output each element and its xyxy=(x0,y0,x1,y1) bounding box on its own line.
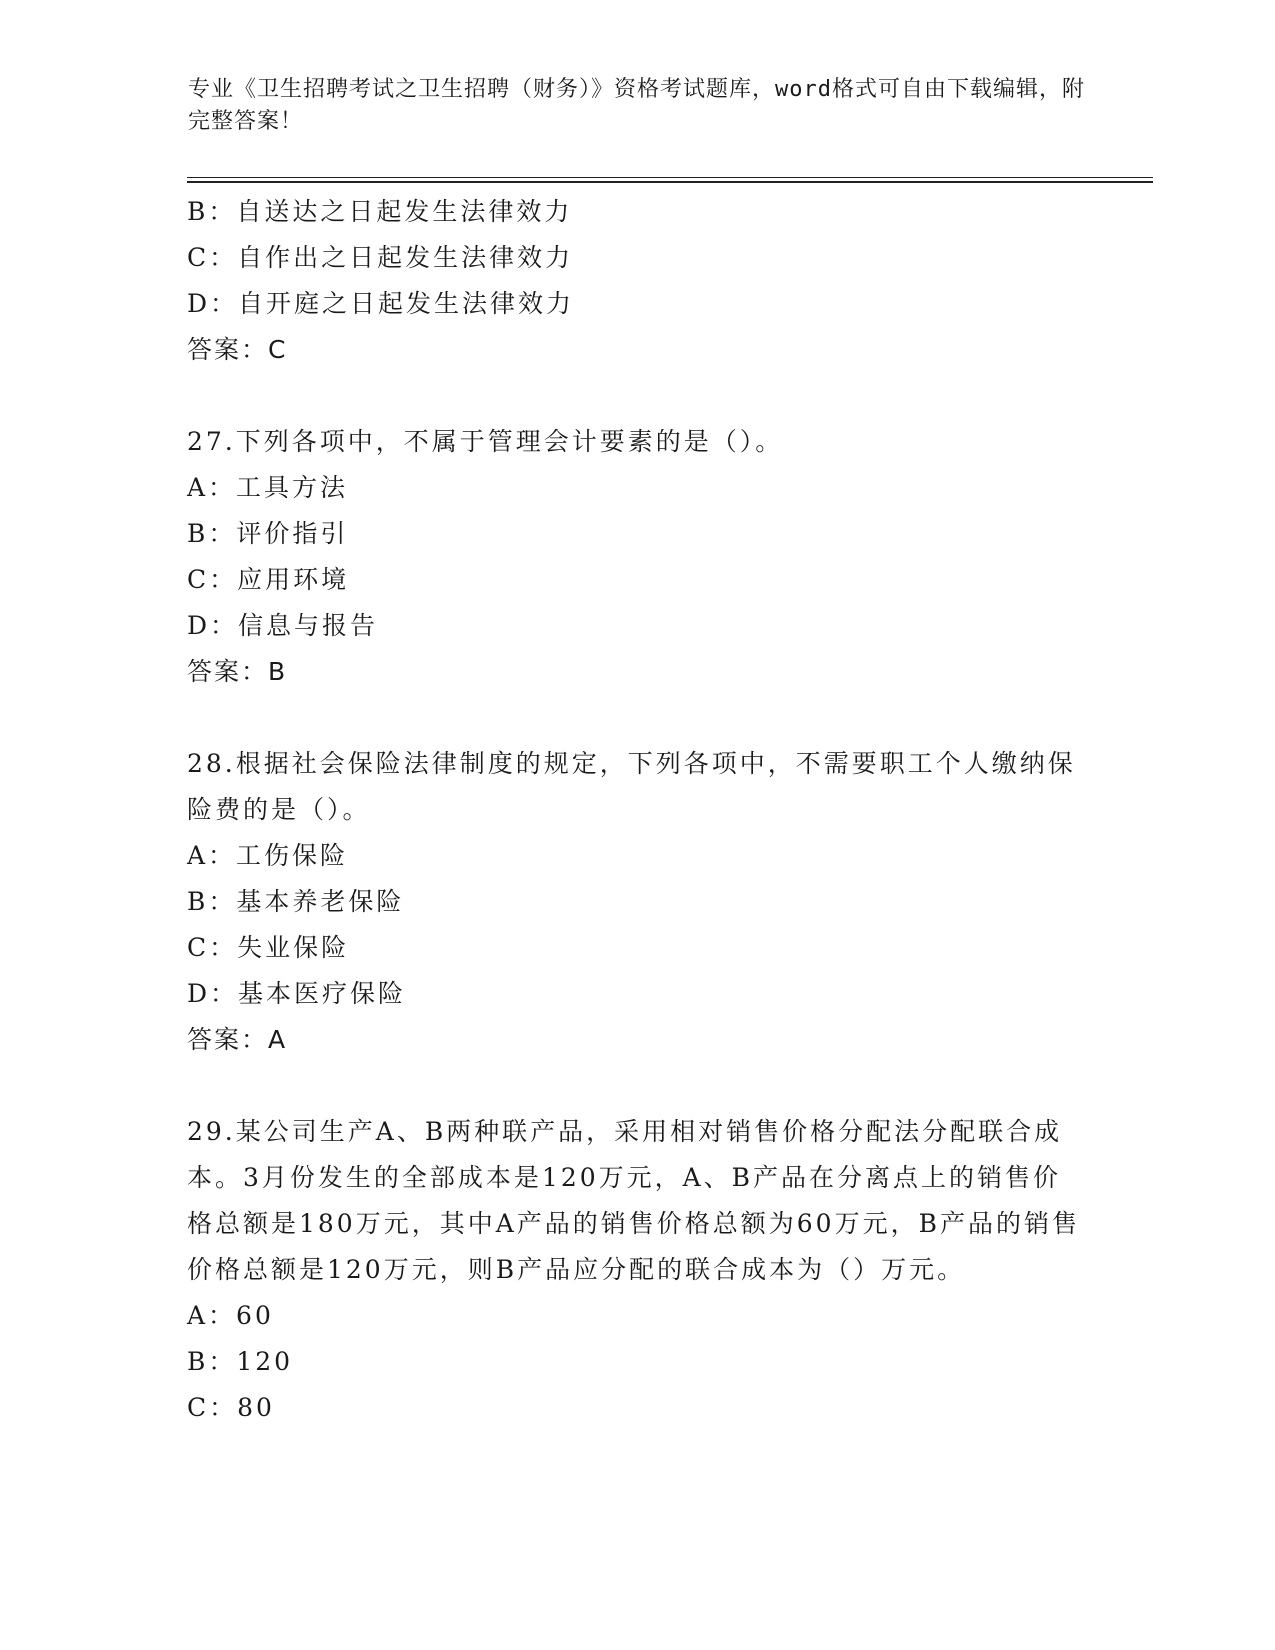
option-d: D：基本医疗保险 xyxy=(187,979,407,1008)
option-a: A：工具方法 xyxy=(187,473,349,502)
option-c: C：应用环境 xyxy=(187,565,350,594)
question-text: 29.某公司生产A、B两种联产品，采用相对销售价格分配法分配联合成本。3月份发生的全部成本是120万元，A、B产品在分离点上的销售价格总额是180万元，其中A产品的销售价格总额为60万元，B产品的销售价格总额是120万元，则B产品应分配的联合成本为（）万元。 xyxy=(187,1117,1080,1284)
question-block-26 xyxy=(187,189,1087,373)
document-header: 专业《卫生招聘考试之卫生招聘（财务）》资格考试题库，word格式可自由下载编辑，附完整答案！ xyxy=(188,77,1085,134)
option-a: A：60 xyxy=(187,1301,274,1330)
answer-line: 答案：B xyxy=(187,657,288,686)
answer-line: 答案：A xyxy=(187,1025,288,1054)
question-text: 27.下列各项中，不属于管理会计要素的是（）。 xyxy=(187,427,784,456)
option-b: B：自送达之日起发生法律效力 xyxy=(187,197,573,226)
option-d: D：自开庭之日起发生法律效力 xyxy=(187,289,575,318)
question-block-29 xyxy=(187,1109,1087,1431)
answer-line: 答案：C xyxy=(187,335,288,364)
option-b: B：120 xyxy=(187,1347,294,1376)
question-list xyxy=(187,189,1087,1431)
spacer xyxy=(187,373,1087,419)
option-a: A：工伤保险 xyxy=(187,841,349,870)
option-d: D：信息与报告 xyxy=(187,611,379,640)
header-divider-thick xyxy=(187,181,1153,183)
option-c: C：失业保险 xyxy=(187,933,350,962)
question-block-28 xyxy=(187,741,1087,1063)
option-c: C：自作出之日起发生法律效力 xyxy=(187,243,574,272)
option-c: C：80 xyxy=(187,1393,275,1422)
option-b: B：评价指引 xyxy=(187,519,349,548)
option-b: B：基本养老保险 xyxy=(187,887,405,916)
header-divider-thin xyxy=(187,177,1153,178)
question-block-27 xyxy=(187,419,1087,695)
question-text: 28.根据社会保险法律制度的规定，下列各项中，不需要职工个人缴纳保险费的是（）。 xyxy=(187,749,1076,824)
spacer xyxy=(187,695,1087,741)
spacer xyxy=(187,1063,1087,1109)
